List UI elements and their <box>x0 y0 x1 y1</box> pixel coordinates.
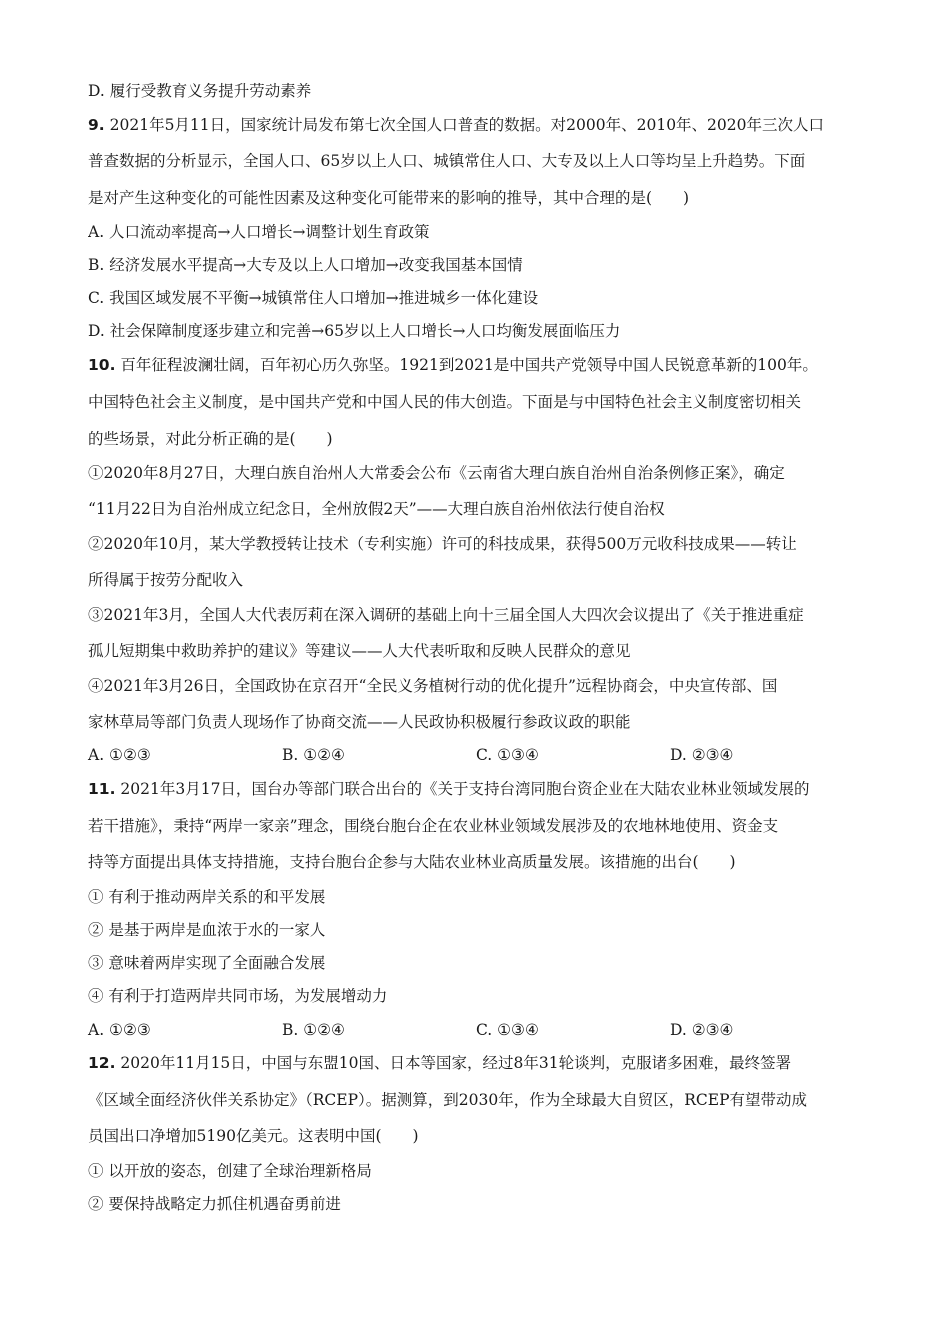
q9-stem-line-2: 普查数据的分析显示，全国人口、65岁以上人口、城镇常住人口、大专及以上人口等均呈上升趋势。下面 <box>88 152 806 170</box>
q9-option-d: D. 社会保障制度逐步建立和完善→65岁以上人口增长→人口均衡发展面临压力 <box>88 322 621 340</box>
q12-statement-2: ② 要保持战略定力抓住机遇奋勇前进 <box>88 1195 341 1213</box>
q12-stem-line-2: 《区域全面经济伙伴关系协定》（RCEP）。据测算，到2030年，作为全球最大自贸区，RCEP有望带动成 <box>88 1091 807 1109</box>
q10-stem-line-3: 的些场景，对此分析正确的是( ) <box>88 430 333 448</box>
q9-option-b: B. 经济发展水平提高→大专及以上人口增加→改变我国基本国情 <box>88 256 523 274</box>
q9-number: 9. <box>88 116 105 134</box>
q9-option-a: A. 人口流动率提高→人口增长→调整计划生育政策 <box>88 223 430 241</box>
q12-statement-1: ① 以开放的姿态，创建了全球治理新格局 <box>88 1162 372 1180</box>
q11-stem-line-1: 11. 2021年3月17日，国台办等部门联合出台的《关于支持台湾同胞台资企业在大陆农业林业领域发展的 <box>88 780 810 798</box>
q10-statement-1-line-2: “11月22日为自治州成立纪念日，全州放假2天”——大理白族自治州依法行使自治权 <box>88 500 665 518</box>
q10-statement-3-line-2: 孤儿短期集中救助养护的建议》等建议——人大代表听取和反映人民群众的意见 <box>88 642 631 660</box>
q10-option-a: A. ①②③ <box>88 746 151 764</box>
q9-stem-line-1: 9. 2021年5月11日，国家统计局发布第七次全国人口普查的数据。对2000年、2010年、2020年三次人口 <box>88 116 824 134</box>
q11-statement-3: ③ 意味着两岸实现了全面融合发展 <box>88 954 326 972</box>
q11-statement-4: ④ 有利于打造两岸共同市场，为发展增动力 <box>88 987 388 1005</box>
q10-options <box>88 744 878 766</box>
q11-option-b: B. ①②④ <box>282 1021 345 1039</box>
q8-option-d: D. 履行受教育义务提升劳动素养 <box>88 82 312 100</box>
q11-option-a: A. ①②③ <box>88 1021 151 1039</box>
q10-statement-4-line-2: 家林草局等部门负责人现场作了协商交流——人民政协积极履行参政议政的职能 <box>88 713 631 731</box>
q11-option-d: D. ②③④ <box>670 1021 734 1039</box>
q12-stem-line-3: 员国出口净增加5190亿美元。这表明中国( ) <box>88 1127 419 1145</box>
q12-stem-line-1: 12. 2020年11月15日，中国与东盟10国、日本等国家，经过8年31轮谈判，克服诸多困难，最终签署 <box>88 1054 792 1072</box>
q11-stem-line-3: 持等方面提出具体支持措施，支持台胞台企参与大陆农业林业高质量发展。该措施的出台( ) <box>88 853 736 871</box>
q9-option-c: C. 我国区域发展不平衡→城镇常住人口增加→推进城乡一体化建设 <box>88 289 539 307</box>
q12-number: 12. <box>88 1054 116 1072</box>
q10-statement-3-line-1: ③2021年3月，全国人大代表厉莉在深入调研的基础上向十三届全国人大四次会议提出了《关于推进重症 <box>88 606 804 624</box>
q10-option-b: B. ①②④ <box>282 746 345 764</box>
q10-statement-4-line-1: ④2021年3月26日，全国政协在京召开“全民义务植树行动的优化提升”远程协商会，中央宣传部、国 <box>88 677 778 695</box>
q10-option-d: D. ②③④ <box>670 746 734 764</box>
q11-statement-1: ① 有利于推动两岸关系的和平发展 <box>88 888 326 906</box>
q10-stem-line-2: 中国特色社会主义制度，是中国共产党和中国人民的伟大创造。下面是与中国特色社会主义制度密切相关 <box>88 393 802 411</box>
q11-statement-2: ② 是基于两岸是血浓于水的一家人 <box>88 921 326 939</box>
q10-option-c: C. ①③④ <box>476 746 539 764</box>
q10-stem-line-1: 10. 百年征程波澜壮阔，百年初心历久弥坚。1921到2021是中国共产党领导中国人民锐意革新的100年。 <box>88 356 818 374</box>
q10-statement-1-line-1: ①2020年8月27日，大理白族自治州人大常委会公布《云南省大理白族自治州自治条例修正案》，确定 <box>88 464 785 482</box>
q10-statement-2-line-2: 所得属于按劳分配收入 <box>88 571 244 589</box>
q10-number: 10. <box>88 356 116 374</box>
q11-number: 11. <box>88 780 116 798</box>
q11-option-c: C. ①③④ <box>476 1021 539 1039</box>
q11-stem-line-2: 若干措施》，秉持“两岸一家亲”理念，围绕台胞台企在农业林业领域发展涉及的农地林地使用、资金支 <box>88 817 779 835</box>
q10-statement-2-line-1: ②2020年10月，某大学教授转让技术（专利实施）许可的科技成果，获得500万元收科技成果——转让 <box>88 535 797 553</box>
q11-options <box>88 1019 878 1041</box>
q9-stem-line-3: 是对产生这种变化的可能性因素及这种变化可能带来的影响的推导，其中合理的是( ) <box>88 189 690 207</box>
